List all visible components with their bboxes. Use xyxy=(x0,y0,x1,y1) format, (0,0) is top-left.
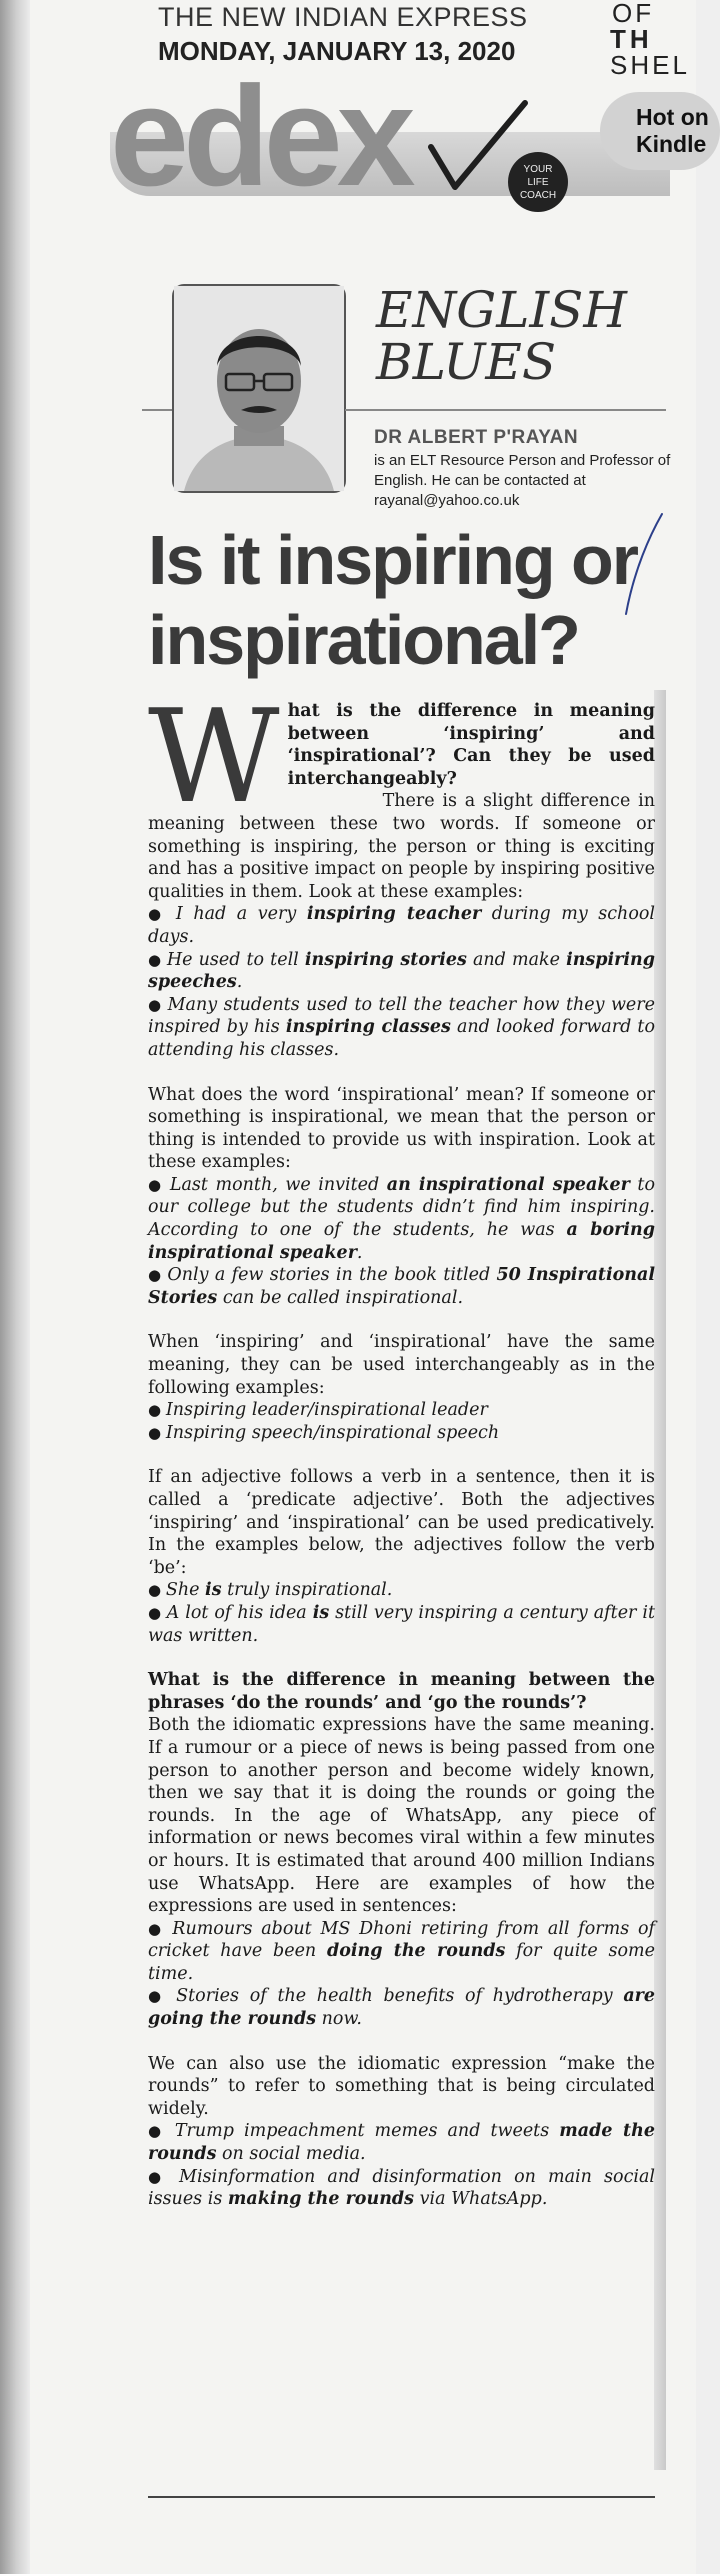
badge-line: LIFE xyxy=(527,177,549,188)
bullet-icon: ● xyxy=(148,1266,168,1285)
article-end-rule xyxy=(148,2496,655,2498)
bullet-icon: ● xyxy=(148,1401,166,1420)
article-headline: Is it inspiring or inspirational? xyxy=(148,521,638,679)
example-text: Trump impeachment memes and tweets xyxy=(174,2121,560,2142)
adjacent-column-edge xyxy=(654,690,666,2470)
emphasis: an inspirational speaker xyxy=(386,1174,630,1195)
example-text: . xyxy=(236,972,243,993)
example-list xyxy=(148,903,655,1061)
example-text: He used to tell xyxy=(166,949,305,970)
bullet-icon: ● xyxy=(148,950,167,969)
emphasis: are going the rounds xyxy=(148,1986,656,2030)
bullet-icon: ● xyxy=(148,1987,177,2006)
example-sentence xyxy=(148,994,655,1062)
emphasis: is xyxy=(205,1580,222,1601)
paragraph: If an adjective follows a verb in a sentence, then it is called a ‘predicate adjective’. Both the adjectives ‘inspiring’ and ‘inspirational’ can be used predicatively. In the examples below, the adjectives follow the verb ‘be’: xyxy=(148,1467,655,1578)
example-text: can be called inspirational. xyxy=(217,1287,464,1308)
emphasis: making the rounds xyxy=(227,2189,415,2210)
example-text: and looked forward to attending his classes. xyxy=(148,1017,655,1060)
bullet-icon: ● xyxy=(148,1175,170,1194)
example-sentence xyxy=(148,1174,655,1264)
example-text: Inspiring speech/inspirational speech xyxy=(165,1422,500,1443)
example-list xyxy=(148,1579,655,1647)
example-text: Inspiring leader/inspirational leader xyxy=(165,1400,488,1421)
example-text: Stories of the health benefits of hydrotherapy xyxy=(176,1986,624,2007)
example-text: and make xyxy=(466,949,567,970)
example-sentence xyxy=(148,1579,655,1602)
subheading: What is the difference in meaning between the phrases ‘do the rounds’ and ‘go the rounds’? xyxy=(148,1670,655,1713)
example-text: during my school days. xyxy=(148,904,655,947)
example-list xyxy=(148,1174,655,1310)
example-text: still very inspiring a century after it was written. xyxy=(148,1602,656,1646)
divider xyxy=(142,409,172,411)
emphasis: inspiring speeches xyxy=(148,949,655,993)
bullet-icon: ● xyxy=(148,1603,167,1622)
example-text: She xyxy=(165,1580,206,1601)
author-photo xyxy=(172,284,346,493)
example-sentence xyxy=(148,1918,655,1986)
example-sentence xyxy=(148,1985,655,2030)
paragraph: We can also use the idiomatic expression “make the rounds” to refer to something that is being circulated widely. xyxy=(148,2053,655,2119)
badge-line: YOUR xyxy=(523,164,553,175)
example-sentence xyxy=(148,1422,655,1445)
bullet-icon: ● xyxy=(148,995,168,1014)
newspaper-name: THE NEW INDIAN EXPRESS xyxy=(158,2,528,32)
emphasis: a boring inspirational speaker xyxy=(148,1220,656,1263)
corner-line: SHEL xyxy=(610,50,690,80)
drop-cap: W xyxy=(148,683,280,832)
example-list xyxy=(148,1918,655,2031)
bullet-icon: ● xyxy=(148,1581,166,1600)
example-text: I had a very xyxy=(175,904,307,925)
example-text: via WhatsApp. xyxy=(414,2189,548,2210)
example-sentence xyxy=(148,903,655,948)
column-title xyxy=(376,281,628,391)
example-text: now. xyxy=(316,2009,362,2030)
divider xyxy=(345,409,666,411)
author-portrait-icon xyxy=(174,286,344,491)
corner-line: OF xyxy=(612,0,655,28)
example-text: Only a few stories in the book titled xyxy=(167,1265,497,1286)
emphasis: inspiring teacher xyxy=(306,904,482,925)
example-sentence xyxy=(148,1399,655,1422)
badge-line: COACH xyxy=(519,190,557,201)
article-body xyxy=(148,683,656,2211)
paragraph: What does the word ‘inspirational’ mean? If someone or something is inspirational, we mean that the person or thing is intended to provide us with inspiration. Look at these examples: xyxy=(148,1084,655,1173)
paragraph: There is a slight difference in meaning between these two words. If someone or something is inspiring, the person or thing is exciting and has a positive impact on people by inspiring positive qualities in them. Look at these examples: xyxy=(148,791,655,902)
emphasis: inspiring stories xyxy=(304,949,467,970)
example-text: on social media. xyxy=(216,2144,366,2165)
example-text: to our college but the students didn’t find him inspiring. According to one of the students, he was xyxy=(148,1174,655,1241)
emphasis: 50 Inspirational Stories xyxy=(148,1265,656,1308)
promo-badge: Hot on Kindle xyxy=(600,92,720,170)
author-name: DR ALBERT P'RAYAN xyxy=(374,427,579,448)
example-sentence xyxy=(148,1264,655,1309)
emphasis: inspiring classes xyxy=(285,1017,451,1038)
lead-paragraph xyxy=(148,683,655,832)
emphasis: made the rounds xyxy=(148,2121,655,2165)
issue-date: MONDAY, JANUARY 13, 2020 xyxy=(158,36,516,66)
example-sentence xyxy=(148,2120,655,2165)
bullet-icon: ● xyxy=(148,1423,166,1442)
page-fold-shadow xyxy=(0,0,30,2574)
lead-text: hat is the difference in meaning between ‘inspiring’ and ‘inspirational’? Can they be used interchangeably? xyxy=(287,701,655,789)
bullet-icon: ● xyxy=(148,1919,173,1938)
bullet-icon: ● xyxy=(148,2167,180,2186)
example-list xyxy=(148,2120,655,2210)
column-title-line: ENGLISH xyxy=(376,281,628,339)
example-text: Rumours about MS Dhoni retiring from all forms of cricket have been xyxy=(148,1918,656,1962)
corner-line: TH xyxy=(610,24,653,54)
example-sentence xyxy=(148,949,655,994)
example-text: Many students used to tell the teacher how they were inspired by his xyxy=(148,994,655,1038)
emphasis: doing the rounds xyxy=(326,1941,506,1962)
bullet-icon: ● xyxy=(148,905,176,924)
example-text: truly inspirational. xyxy=(221,1580,393,1601)
paragraph: Both the idiomatic expressions have the same meaning. If a rumour or a piece of news is being passed from one person to another person and become widely known, then we say that it is doing the rounds or going the rounds. In the age of WhatsApp, any piece of information or news becomes viral within a few minutes or hours. It is estimated that around 400 million Indians use WhatsApp. Here are examples of how the expressions are used in sentences: xyxy=(148,1715,655,1917)
column-title-line: BLUES xyxy=(376,333,557,391)
bullet-icon: ● xyxy=(148,2122,175,2141)
author-bio: is an ELT Resource Person and Professor of English. He can be contacted at rayanal@yahoo.co.uk xyxy=(374,452,671,509)
example-sentence xyxy=(148,1602,655,1647)
example-text: for quite some time. xyxy=(148,1941,655,1984)
example-sentence xyxy=(148,2166,655,2211)
example-text: . xyxy=(356,1242,363,1263)
example-text: A lot of his idea xyxy=(166,1602,313,1623)
life-coach-badge xyxy=(508,152,568,212)
paragraph: When ‘inspiring’ and ‘inspirational’ have the same meaning, they can be used interchangeably as in the following examples: xyxy=(148,1332,655,1398)
section-logo: edex xyxy=(110,57,410,216)
example-text: Last month, we invited xyxy=(169,1174,387,1195)
emphasis: is xyxy=(312,1602,330,1623)
example-list xyxy=(148,1399,655,1444)
adjacent-headline-fragment xyxy=(610,0,690,78)
example-text: Misinformation and disinformation on main social issues is xyxy=(148,2166,655,2210)
